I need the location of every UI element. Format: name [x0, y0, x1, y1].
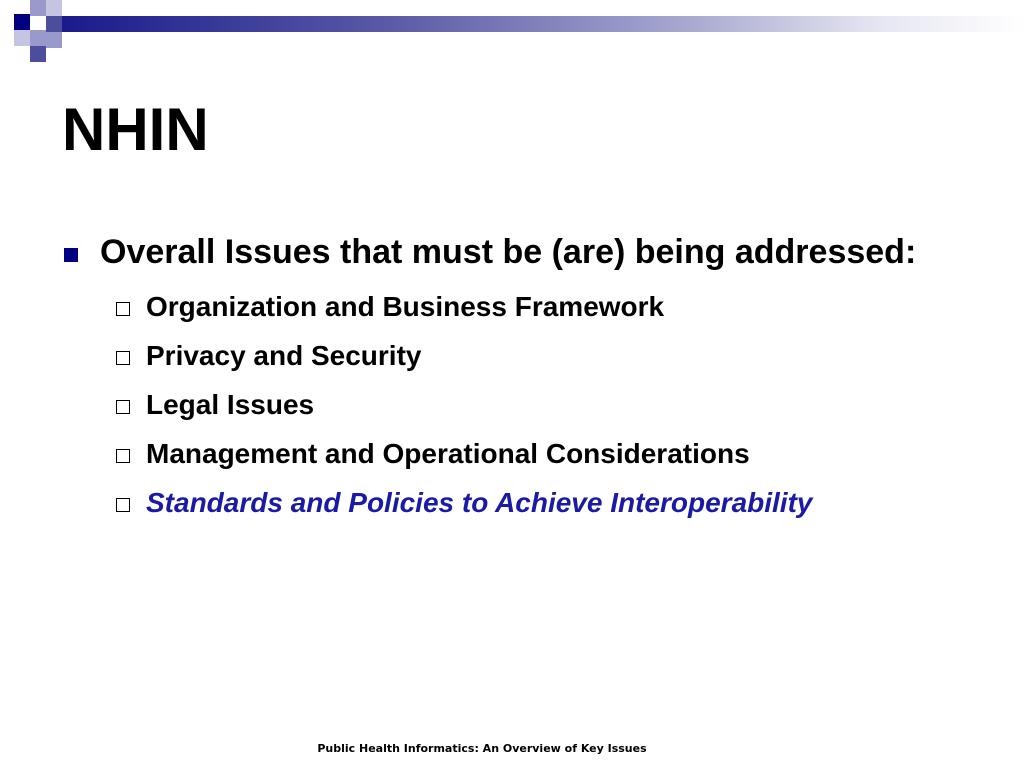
sub-bullet-text: Legal Issues	[146, 389, 315, 420]
decor-square-icon	[14, 14, 30, 30]
decor-square-icon	[30, 30, 46, 46]
sub-bullet-item	[62, 429, 962, 478]
hollow-square-bullet-icon	[116, 400, 130, 414]
decor-square-icon	[30, 0, 46, 16]
sub-bullet-item-emphasized	[62, 478, 962, 527]
slide-body	[62, 228, 962, 527]
decor-square-icon	[30, 46, 46, 62]
decor-square-icon	[46, 0, 62, 16]
header-gradient-bar	[62, 16, 1024, 32]
hollow-square-bullet-icon	[116, 302, 130, 316]
sub-bullet-item	[62, 380, 962, 429]
footer-text: Public Health Informatics: An Overview of Key Issues	[317, 742, 647, 755]
sub-bullet-text: Privacy and Security	[146, 340, 422, 371]
slide-footer	[0, 742, 1024, 755]
main-bullet-text: Overall Issues that must be (are) being addressed:	[100, 233, 917, 271]
hollow-square-bullet-icon	[116, 449, 130, 463]
sub-bullet-text: Standards and Policies to Achieve Interoperability	[146, 487, 813, 518]
sub-bullet-text: Organization and Business Framework	[146, 291, 665, 322]
sub-bullet-list	[62, 282, 962, 527]
hollow-square-bullet-icon	[116, 351, 130, 365]
main-bullet-item	[62, 228, 962, 276]
slide-title: NHIN	[62, 96, 209, 163]
hollow-square-bullet-icon	[116, 498, 130, 512]
sub-bullet-item	[62, 331, 962, 380]
filled-square-bullet-icon	[64, 248, 78, 262]
decor-square-icon	[14, 30, 30, 46]
decor-square-icon	[46, 32, 62, 48]
decor-square-icon	[46, 16, 62, 32]
sub-bullet-text: Management and Operational Considerations	[146, 438, 750, 469]
header-decoration	[0, 0, 1024, 64]
sub-bullet-item	[62, 282, 962, 331]
